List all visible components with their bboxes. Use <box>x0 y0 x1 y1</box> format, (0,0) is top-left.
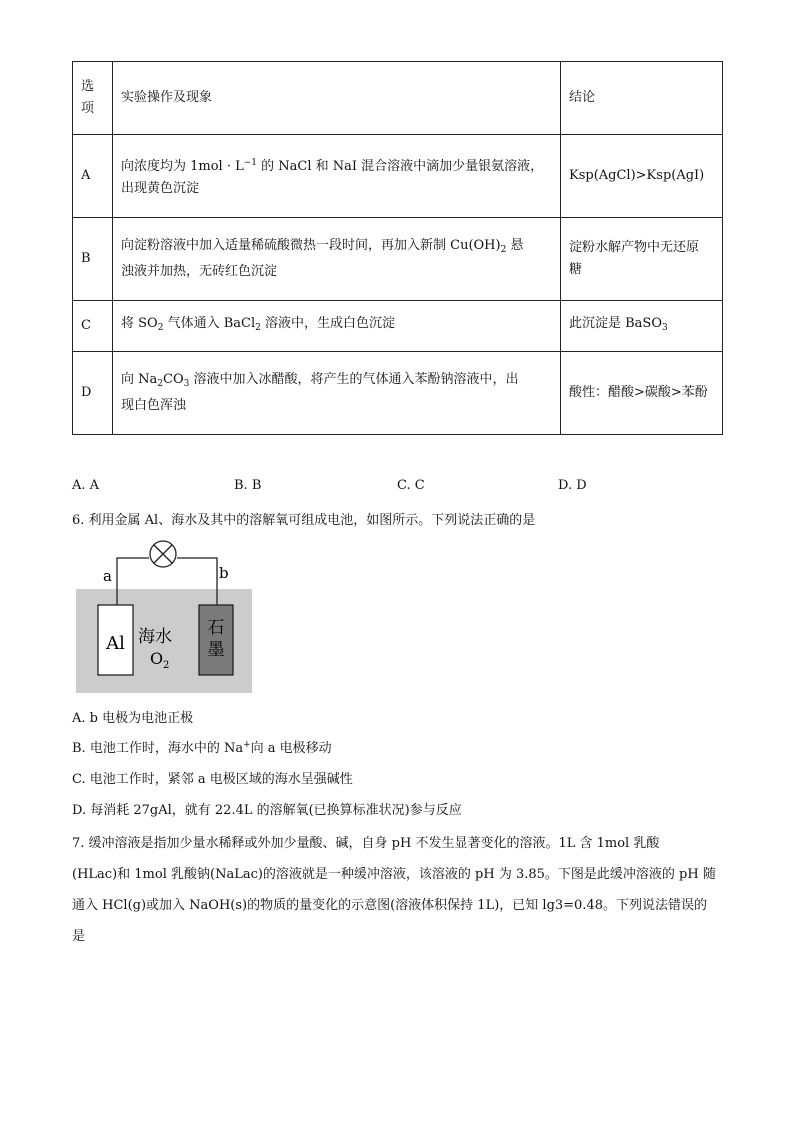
header-option-line2: 项 <box>81 101 95 116</box>
table-row <box>73 352 723 435</box>
conclusion-line: 淀粉水解产物中无还原 <box>569 240 700 255</box>
q7-line: 7. 缓冲溶液是指加少量水稀释或外加少量酸、碱，自身 pH 不发生显著变化的溶液。1L 含 1mol 乳酸 <box>72 836 660 851</box>
oxygen-subscript: 2 <box>163 660 170 671</box>
superscript: −1 <box>243 158 258 168</box>
operation-line: 现白色浑浊 <box>121 398 187 413</box>
row-operation <box>113 135 561 218</box>
lamp-icon <box>150 541 176 567</box>
row-option: C <box>73 301 113 352</box>
q5-choices <box>72 478 732 496</box>
row-option: A <box>73 135 113 218</box>
text: 的 NaCl 和 NaI 混合溶液中滴加少量银氨溶液， <box>257 159 544 174</box>
operation-line <box>121 235 552 261</box>
operation-line <box>121 152 552 178</box>
row-conclusion <box>561 218 723 301</box>
oxygen-label: O <box>150 649 164 668</box>
subscript: 3 <box>662 323 668 333</box>
row-option: D <box>73 352 113 435</box>
row-operation <box>113 301 561 352</box>
choice-a[interactable]: A. A <box>72 478 100 493</box>
text: 向浓度均为 1mol · L <box>121 159 244 174</box>
header-conclusion: 结论 <box>561 62 723 135</box>
q6-option-a[interactable]: A. b 电极为电池正极 <box>72 711 194 726</box>
text: 将 SO <box>121 316 158 331</box>
label-a: a <box>103 567 112 585</box>
row-conclusion: Ksp(AgCl)>Ksp(AgI) <box>561 135 723 218</box>
choice-b[interactable]: B. B <box>234 478 262 493</box>
graphite-label-1: 石 <box>207 618 225 638</box>
choice-c[interactable]: C. C <box>397 478 425 493</box>
operation-line: 浊液并加热，无砖红色沉淀 <box>121 264 278 279</box>
q6-stem: 6. 利用金属 Al、海水及其中的溶解氧可组成电池，如图所示。下列说法正确的是 <box>72 513 536 528</box>
text: 溶液中加入冰醋酸，将产生的气体通入苯酚钠溶液中，出 <box>189 372 519 387</box>
row-operation <box>113 352 561 435</box>
subscript: 2 <box>157 323 164 333</box>
battery-figure <box>76 537 256 695</box>
experiment-table <box>72 61 723 435</box>
table-row <box>73 301 723 352</box>
subscript: 2 <box>157 379 163 389</box>
label-b: b <box>219 564 229 582</box>
text: CO <box>163 372 184 387</box>
text: 悬 <box>506 238 524 253</box>
graphite-label-2: 墨 <box>207 640 225 660</box>
row-conclusion: 酸性：醋酸>碳酸>苯酚 <box>561 352 723 435</box>
subscript: 3 <box>183 379 190 389</box>
text: 向 a 电极移动 <box>250 741 332 756</box>
subscript: 2 <box>500 245 507 255</box>
q6-option-d[interactable]: D. 每消耗 27gAl，就有 22.4L 的溶解氧(已换算标准状况)参与反应 <box>72 803 462 818</box>
header-operation: 实验操作及现象 <box>113 62 561 135</box>
operation-line <box>121 369 552 395</box>
q7-line: 通入 HCl(g)或加入 NaOH(s)的物质的量变化的示意图(溶液体积保持 1L)，已知 lg3=0.48。下列说法错误的 <box>72 898 708 913</box>
header-option <box>73 62 113 135</box>
row-option: B <box>73 218 113 301</box>
subscript: 2 <box>255 323 261 333</box>
q7-line: (HLac)和 1mol 乳酸钠(NaLac)的溶液就是一种缓冲溶液，该溶液的 pH 为 3.85。下图是此缓冲溶液的 pH 随 <box>72 867 716 882</box>
battery-diagram <box>76 537 256 695</box>
text: 向淀粉溶液中加入适量稀硫酸微热一段时间，再加入新制 Cu(OH) <box>121 238 501 253</box>
text: 溶液中，生成白色沉淀 <box>260 316 395 331</box>
q6-option-b[interactable] <box>72 737 332 756</box>
text: 向 Na <box>121 372 158 387</box>
operation-line: 出现黄色沉淀 <box>121 181 200 196</box>
table-header-row <box>73 62 723 135</box>
row-operation <box>113 218 561 301</box>
choice-d[interactable]: D. D <box>558 478 587 493</box>
table-row <box>73 135 723 218</box>
text: B. 电池工作时，海水中的 Na <box>72 741 244 756</box>
q6-option-c[interactable]: C. 电池工作时，紧邻 a 电极区域的海水呈强碱性 <box>72 772 353 787</box>
text: 此沉淀是 BaSO <box>569 316 662 331</box>
table-row <box>73 218 723 301</box>
conclusion-line: 糖 <box>569 262 583 277</box>
text: 气体通入 BaCl <box>163 316 256 331</box>
superscript: + <box>243 740 251 750</box>
q7-line: 是 <box>72 929 86 944</box>
row-conclusion <box>561 301 723 352</box>
al-label: Al <box>106 633 125 654</box>
header-option-line1: 选 <box>81 79 95 94</box>
seawater-label: 海水 <box>138 627 172 647</box>
